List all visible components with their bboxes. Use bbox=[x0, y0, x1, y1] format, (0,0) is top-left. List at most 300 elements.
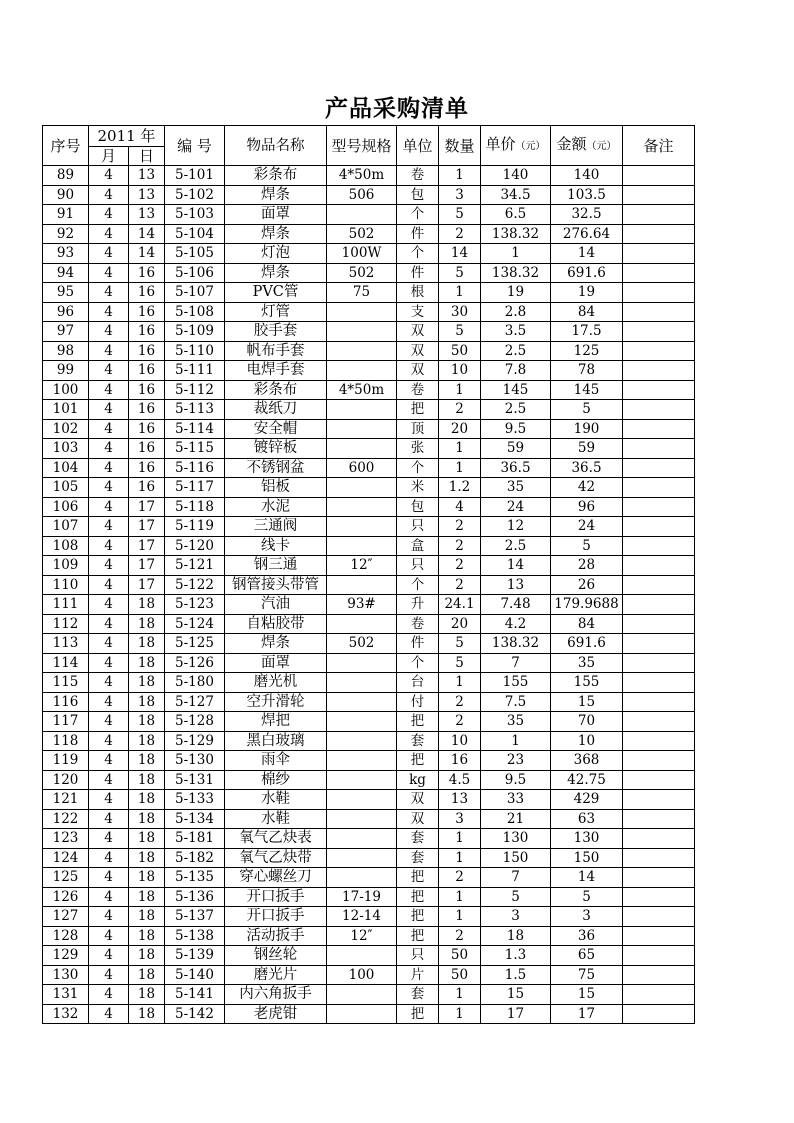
cell-note bbox=[623, 205, 695, 225]
cell-qty: 20 bbox=[439, 419, 481, 439]
cell-note bbox=[623, 946, 695, 966]
cell-unit: 件 bbox=[397, 634, 439, 654]
cell-name: 老虎钳 bbox=[225, 1004, 327, 1024]
cell-price: 145 bbox=[481, 380, 551, 400]
cell-amount: 78 bbox=[551, 361, 623, 381]
cell-note bbox=[623, 341, 695, 361]
cell-month: 4 bbox=[89, 224, 129, 244]
cell-name: 焊条 bbox=[225, 634, 327, 654]
cell-name: 裁纸刀 bbox=[225, 400, 327, 420]
cell-name: 穿心螺丝刀 bbox=[225, 868, 327, 888]
cell-amount: 10 bbox=[551, 731, 623, 751]
cell-unit: 双 bbox=[397, 790, 439, 810]
table-row bbox=[43, 380, 695, 400]
cell-code: 5-127 bbox=[165, 692, 225, 712]
table-row bbox=[43, 829, 695, 849]
cell-code: 5-121 bbox=[165, 556, 225, 576]
cell-day: 16 bbox=[129, 419, 165, 439]
cell-day: 16 bbox=[129, 458, 165, 478]
cell-spec bbox=[327, 653, 397, 673]
cell-price: 24 bbox=[481, 497, 551, 517]
cell-month: 4 bbox=[89, 907, 129, 927]
cell-price: 3 bbox=[481, 907, 551, 927]
cell-note bbox=[623, 809, 695, 829]
cell-seq: 112 bbox=[43, 614, 89, 634]
cell-price: 138.32 bbox=[481, 634, 551, 654]
cell-qty: 1 bbox=[439, 439, 481, 459]
cell-seq: 95 bbox=[43, 283, 89, 303]
cell-qty: 5 bbox=[439, 634, 481, 654]
cell-name: 空升滑轮 bbox=[225, 692, 327, 712]
cell-month: 4 bbox=[89, 302, 129, 322]
table-body bbox=[43, 166, 695, 1024]
cell-note bbox=[623, 244, 695, 264]
cell-price: 23 bbox=[481, 751, 551, 771]
table-row bbox=[43, 790, 695, 810]
cell-note bbox=[623, 224, 695, 244]
cell-seq: 96 bbox=[43, 302, 89, 322]
cell-code: 5-124 bbox=[165, 614, 225, 634]
cell-name: 棉纱 bbox=[225, 770, 327, 790]
cell-note bbox=[623, 1004, 695, 1024]
cell-unit: 把 bbox=[397, 751, 439, 771]
header-amount-label: 金额 bbox=[556, 135, 587, 153]
cell-note bbox=[623, 263, 695, 283]
cell-seq: 118 bbox=[43, 731, 89, 751]
cell-unit: 升 bbox=[397, 595, 439, 615]
header-year: 2011 年 bbox=[89, 126, 165, 147]
cell-month: 4 bbox=[89, 263, 129, 283]
cell-name: 帆布手套 bbox=[225, 341, 327, 361]
cell-seq: 114 bbox=[43, 653, 89, 673]
cell-price: 35 bbox=[481, 712, 551, 732]
cell-unit: 把 bbox=[397, 887, 439, 907]
cell-amount: 15 bbox=[551, 985, 623, 1005]
cell-spec bbox=[327, 673, 397, 693]
cell-seq: 125 bbox=[43, 868, 89, 888]
cell-price: 150 bbox=[481, 848, 551, 868]
cell-price: 9.5 bbox=[481, 419, 551, 439]
cell-seq: 100 bbox=[43, 380, 89, 400]
cell-day: 18 bbox=[129, 809, 165, 829]
cell-unit: 只 bbox=[397, 517, 439, 537]
cell-code: 5-180 bbox=[165, 673, 225, 693]
cell-spec bbox=[327, 497, 397, 517]
cell-qty: 10 bbox=[439, 731, 481, 751]
cell-amount: 84 bbox=[551, 614, 623, 634]
cell-month: 4 bbox=[89, 868, 129, 888]
cell-amount: 691.6 bbox=[551, 263, 623, 283]
cell-amount: 15 bbox=[551, 692, 623, 712]
cell-seq: 117 bbox=[43, 712, 89, 732]
header-seq: 序号 bbox=[43, 126, 89, 166]
table-row bbox=[43, 907, 695, 927]
cell-code: 5-118 bbox=[165, 497, 225, 517]
table-row bbox=[43, 887, 695, 907]
cell-name: 活动扳手 bbox=[225, 926, 327, 946]
cell-day: 18 bbox=[129, 770, 165, 790]
cell-amount: 130 bbox=[551, 829, 623, 849]
header-row bbox=[43, 126, 695, 147]
cell-name: 焊条 bbox=[225, 185, 327, 205]
cell-amount: 125 bbox=[551, 341, 623, 361]
cell-note bbox=[623, 907, 695, 927]
cell-spec bbox=[327, 692, 397, 712]
cell-name: 水鞋 bbox=[225, 790, 327, 810]
cell-spec: 502 bbox=[327, 634, 397, 654]
table-row bbox=[43, 556, 695, 576]
cell-month: 4 bbox=[89, 712, 129, 732]
cell-price: 59 bbox=[481, 439, 551, 459]
cell-day: 16 bbox=[129, 400, 165, 420]
cell-price: 7.5 bbox=[481, 692, 551, 712]
cell-day: 14 bbox=[129, 224, 165, 244]
cell-unit: 套 bbox=[397, 731, 439, 751]
cell-qty: 1 bbox=[439, 380, 481, 400]
cell-amount: 368 bbox=[551, 751, 623, 771]
cell-name: 磨光机 bbox=[225, 673, 327, 693]
cell-amount: 24 bbox=[551, 517, 623, 537]
cell-seq: 92 bbox=[43, 224, 89, 244]
cell-month: 4 bbox=[89, 673, 129, 693]
cell-day: 18 bbox=[129, 731, 165, 751]
cell-amount: 5 bbox=[551, 887, 623, 907]
cell-amount: 59 bbox=[551, 439, 623, 459]
cell-spec bbox=[327, 400, 397, 420]
cell-note bbox=[623, 361, 695, 381]
cell-spec bbox=[327, 848, 397, 868]
table-row bbox=[43, 400, 695, 420]
cell-spec bbox=[327, 205, 397, 225]
cell-month: 4 bbox=[89, 848, 129, 868]
cell-code: 5-119 bbox=[165, 517, 225, 537]
table-row bbox=[43, 634, 695, 654]
cell-name: 氧气乙炔带 bbox=[225, 848, 327, 868]
cell-seq: 94 bbox=[43, 263, 89, 283]
purchase-table bbox=[42, 125, 695, 1024]
cell-day: 18 bbox=[129, 634, 165, 654]
cell-seq: 97 bbox=[43, 322, 89, 342]
cell-price: 155 bbox=[481, 673, 551, 693]
cell-unit: 卷 bbox=[397, 166, 439, 186]
cell-name: 自粘胶带 bbox=[225, 614, 327, 634]
cell-note bbox=[623, 575, 695, 595]
cell-amount: 42 bbox=[551, 478, 623, 498]
cell-qty: 1.2 bbox=[439, 478, 481, 498]
cell-amount: 429 bbox=[551, 790, 623, 810]
cell-code: 5-111 bbox=[165, 361, 225, 381]
cell-name: 胶手套 bbox=[225, 322, 327, 342]
cell-day: 16 bbox=[129, 283, 165, 303]
table-row bbox=[43, 224, 695, 244]
cell-amount: 36 bbox=[551, 926, 623, 946]
cell-month: 4 bbox=[89, 322, 129, 342]
cell-day: 18 bbox=[129, 712, 165, 732]
cell-name: 灯泡 bbox=[225, 244, 327, 264]
cell-month: 4 bbox=[89, 575, 129, 595]
cell-day: 18 bbox=[129, 790, 165, 810]
table-row bbox=[43, 439, 695, 459]
header-price-label: 单价 bbox=[485, 135, 516, 153]
cell-code: 5-133 bbox=[165, 790, 225, 810]
cell-name: 钢三通 bbox=[225, 556, 327, 576]
cell-code: 5-116 bbox=[165, 458, 225, 478]
cell-note bbox=[623, 458, 695, 478]
cell-code: 5-104 bbox=[165, 224, 225, 244]
cell-unit: 把 bbox=[397, 868, 439, 888]
cell-seq: 121 bbox=[43, 790, 89, 810]
cell-spec: 12″ bbox=[327, 556, 397, 576]
cell-spec bbox=[327, 712, 397, 732]
cell-price: 17 bbox=[481, 1004, 551, 1024]
cell-price: 1 bbox=[481, 731, 551, 751]
cell-unit: 双 bbox=[397, 809, 439, 829]
cell-amount: 17 bbox=[551, 1004, 623, 1024]
cell-amount: 140 bbox=[551, 166, 623, 186]
cell-month: 4 bbox=[89, 478, 129, 498]
cell-note bbox=[623, 712, 695, 732]
cell-qty: 4 bbox=[439, 497, 481, 517]
cell-unit: 张 bbox=[397, 439, 439, 459]
cell-price: 138.32 bbox=[481, 224, 551, 244]
cell-day: 18 bbox=[129, 673, 165, 693]
cell-unit: 个 bbox=[397, 458, 439, 478]
cell-price: 7.8 bbox=[481, 361, 551, 381]
cell-month: 4 bbox=[89, 985, 129, 1005]
cell-note bbox=[623, 556, 695, 576]
cell-price: 1 bbox=[481, 244, 551, 264]
cell-note bbox=[623, 419, 695, 439]
cell-day: 18 bbox=[129, 614, 165, 634]
cell-seq: 105 bbox=[43, 478, 89, 498]
cell-unit: 卷 bbox=[397, 380, 439, 400]
cell-note bbox=[623, 926, 695, 946]
cell-seq: 132 bbox=[43, 1004, 89, 1024]
cell-seq: 107 bbox=[43, 517, 89, 537]
cell-month: 4 bbox=[89, 790, 129, 810]
cell-spec: 75 bbox=[327, 283, 397, 303]
cell-qty: 1 bbox=[439, 673, 481, 693]
cell-code: 5-117 bbox=[165, 478, 225, 498]
cell-seq: 126 bbox=[43, 887, 89, 907]
table-row bbox=[43, 205, 695, 225]
header-name: 物品名称 bbox=[225, 126, 327, 166]
cell-day: 16 bbox=[129, 439, 165, 459]
table-row bbox=[43, 361, 695, 381]
cell-code: 5-114 bbox=[165, 419, 225, 439]
cell-day: 18 bbox=[129, 829, 165, 849]
cell-seq: 128 bbox=[43, 926, 89, 946]
cell-spec bbox=[327, 1004, 397, 1024]
cell-month: 4 bbox=[89, 595, 129, 615]
cell-qty: 13 bbox=[439, 790, 481, 810]
cell-day: 18 bbox=[129, 868, 165, 888]
cell-code: 5-138 bbox=[165, 926, 225, 946]
cell-month: 4 bbox=[89, 634, 129, 654]
cell-spec bbox=[327, 419, 397, 439]
cell-code: 5-122 bbox=[165, 575, 225, 595]
cell-seq: 102 bbox=[43, 419, 89, 439]
cell-spec bbox=[327, 868, 397, 888]
cell-month: 4 bbox=[89, 517, 129, 537]
cell-day: 16 bbox=[129, 302, 165, 322]
cell-code: 5-103 bbox=[165, 205, 225, 225]
cell-price: 34.5 bbox=[481, 185, 551, 205]
cell-note bbox=[623, 751, 695, 771]
cell-name: 汽油 bbox=[225, 595, 327, 615]
cell-note bbox=[623, 497, 695, 517]
cell-day: 18 bbox=[129, 926, 165, 946]
cell-amount: 5 bbox=[551, 400, 623, 420]
header-amount-unit: （元） bbox=[586, 141, 617, 152]
cell-day: 18 bbox=[129, 692, 165, 712]
cell-price: 13 bbox=[481, 575, 551, 595]
cell-unit: 个 bbox=[397, 205, 439, 225]
cell-month: 4 bbox=[89, 419, 129, 439]
cell-unit: 顶 bbox=[397, 419, 439, 439]
cell-note bbox=[623, 614, 695, 634]
cell-seq: 130 bbox=[43, 965, 89, 985]
cell-day: 14 bbox=[129, 244, 165, 264]
cell-unit: 个 bbox=[397, 653, 439, 673]
cell-spec: 502 bbox=[327, 224, 397, 244]
table-row bbox=[43, 946, 695, 966]
cell-seq: 120 bbox=[43, 770, 89, 790]
cell-spec bbox=[327, 770, 397, 790]
cell-day: 16 bbox=[129, 322, 165, 342]
cell-unit: 包 bbox=[397, 185, 439, 205]
cell-name: 不锈钢盆 bbox=[225, 458, 327, 478]
cell-price: 21 bbox=[481, 809, 551, 829]
cell-month: 4 bbox=[89, 458, 129, 478]
cell-amount: 5 bbox=[551, 536, 623, 556]
cell-code: 5-120 bbox=[165, 536, 225, 556]
cell-qty: 1 bbox=[439, 887, 481, 907]
cell-seq: 89 bbox=[43, 166, 89, 186]
cell-price: 9.5 bbox=[481, 770, 551, 790]
cell-month: 4 bbox=[89, 614, 129, 634]
cell-qty: 5 bbox=[439, 653, 481, 673]
table-row bbox=[43, 302, 695, 322]
cell-spec: 93# bbox=[327, 595, 397, 615]
table-row bbox=[43, 458, 695, 478]
cell-unit: 把 bbox=[397, 907, 439, 927]
cell-month: 4 bbox=[89, 361, 129, 381]
cell-spec bbox=[327, 517, 397, 537]
cell-code: 5-136 bbox=[165, 887, 225, 907]
cell-amount: 26 bbox=[551, 575, 623, 595]
cell-note bbox=[623, 595, 695, 615]
cell-name: PVC管 bbox=[225, 283, 327, 303]
cell-name: 面罩 bbox=[225, 653, 327, 673]
cell-name: 水泥 bbox=[225, 497, 327, 517]
cell-code: 5-106 bbox=[165, 263, 225, 283]
cell-month: 4 bbox=[89, 497, 129, 517]
cell-amount: 75 bbox=[551, 965, 623, 985]
cell-price: 2.5 bbox=[481, 536, 551, 556]
cell-qty: 24.1 bbox=[439, 595, 481, 615]
cell-note bbox=[623, 731, 695, 751]
cell-price: 2.8 bbox=[481, 302, 551, 322]
cell-price: 7 bbox=[481, 653, 551, 673]
header-qty: 数量 bbox=[439, 126, 481, 166]
cell-month: 4 bbox=[89, 536, 129, 556]
cell-name: 安全帽 bbox=[225, 419, 327, 439]
cell-code: 5-137 bbox=[165, 907, 225, 927]
cell-price: 35 bbox=[481, 478, 551, 498]
cell-day: 13 bbox=[129, 205, 165, 225]
cell-price: 6.5 bbox=[481, 205, 551, 225]
cell-amount: 179.9688 bbox=[551, 595, 623, 615]
cell-qty: 2 bbox=[439, 926, 481, 946]
table-row bbox=[43, 1004, 695, 1024]
cell-day: 13 bbox=[129, 185, 165, 205]
header-day: 日 bbox=[129, 147, 165, 166]
cell-seq: 99 bbox=[43, 361, 89, 381]
cell-month: 4 bbox=[89, 556, 129, 576]
cell-day: 18 bbox=[129, 751, 165, 771]
cell-note bbox=[623, 166, 695, 186]
cell-unit: 个 bbox=[397, 575, 439, 595]
cell-note bbox=[623, 400, 695, 420]
table-row bbox=[43, 575, 695, 595]
cell-seq: 129 bbox=[43, 946, 89, 966]
table-row bbox=[43, 517, 695, 537]
table-row bbox=[43, 263, 695, 283]
cell-unit: 套 bbox=[397, 829, 439, 849]
cell-note bbox=[623, 283, 695, 303]
cell-seq: 104 bbox=[43, 458, 89, 478]
cell-note bbox=[623, 653, 695, 673]
cell-spec bbox=[327, 809, 397, 829]
cell-price: 19 bbox=[481, 283, 551, 303]
header-code: 编 号 bbox=[165, 126, 225, 166]
cell-spec bbox=[327, 478, 397, 498]
cell-unit: 把 bbox=[397, 712, 439, 732]
cell-unit: 把 bbox=[397, 1004, 439, 1024]
cell-seq: 103 bbox=[43, 439, 89, 459]
cell-seq: 116 bbox=[43, 692, 89, 712]
cell-qty: 1 bbox=[439, 1004, 481, 1024]
cell-price: 4.2 bbox=[481, 614, 551, 634]
cell-spec bbox=[327, 536, 397, 556]
cell-spec bbox=[327, 575, 397, 595]
cell-month: 4 bbox=[89, 731, 129, 751]
cell-code: 5-139 bbox=[165, 946, 225, 966]
cell-spec bbox=[327, 322, 397, 342]
cell-code: 5-107 bbox=[165, 283, 225, 303]
cell-amount: 14 bbox=[551, 868, 623, 888]
table-row bbox=[43, 322, 695, 342]
header-note: 备注 bbox=[623, 126, 695, 166]
cell-note bbox=[623, 634, 695, 654]
cell-name: 内六角扳手 bbox=[225, 985, 327, 1005]
table-row bbox=[43, 926, 695, 946]
cell-qty: 1 bbox=[439, 848, 481, 868]
cell-day: 16 bbox=[129, 341, 165, 361]
cell-price: 138.32 bbox=[481, 263, 551, 283]
cell-qty: 3 bbox=[439, 185, 481, 205]
cell-code: 5-131 bbox=[165, 770, 225, 790]
cell-amount: 14 bbox=[551, 244, 623, 264]
cell-qty: 30 bbox=[439, 302, 481, 322]
cell-month: 4 bbox=[89, 166, 129, 186]
cell-amount: 96 bbox=[551, 497, 623, 517]
cell-spec bbox=[327, 439, 397, 459]
cell-code: 5-113 bbox=[165, 400, 225, 420]
cell-note bbox=[623, 478, 695, 498]
cell-spec bbox=[327, 829, 397, 849]
